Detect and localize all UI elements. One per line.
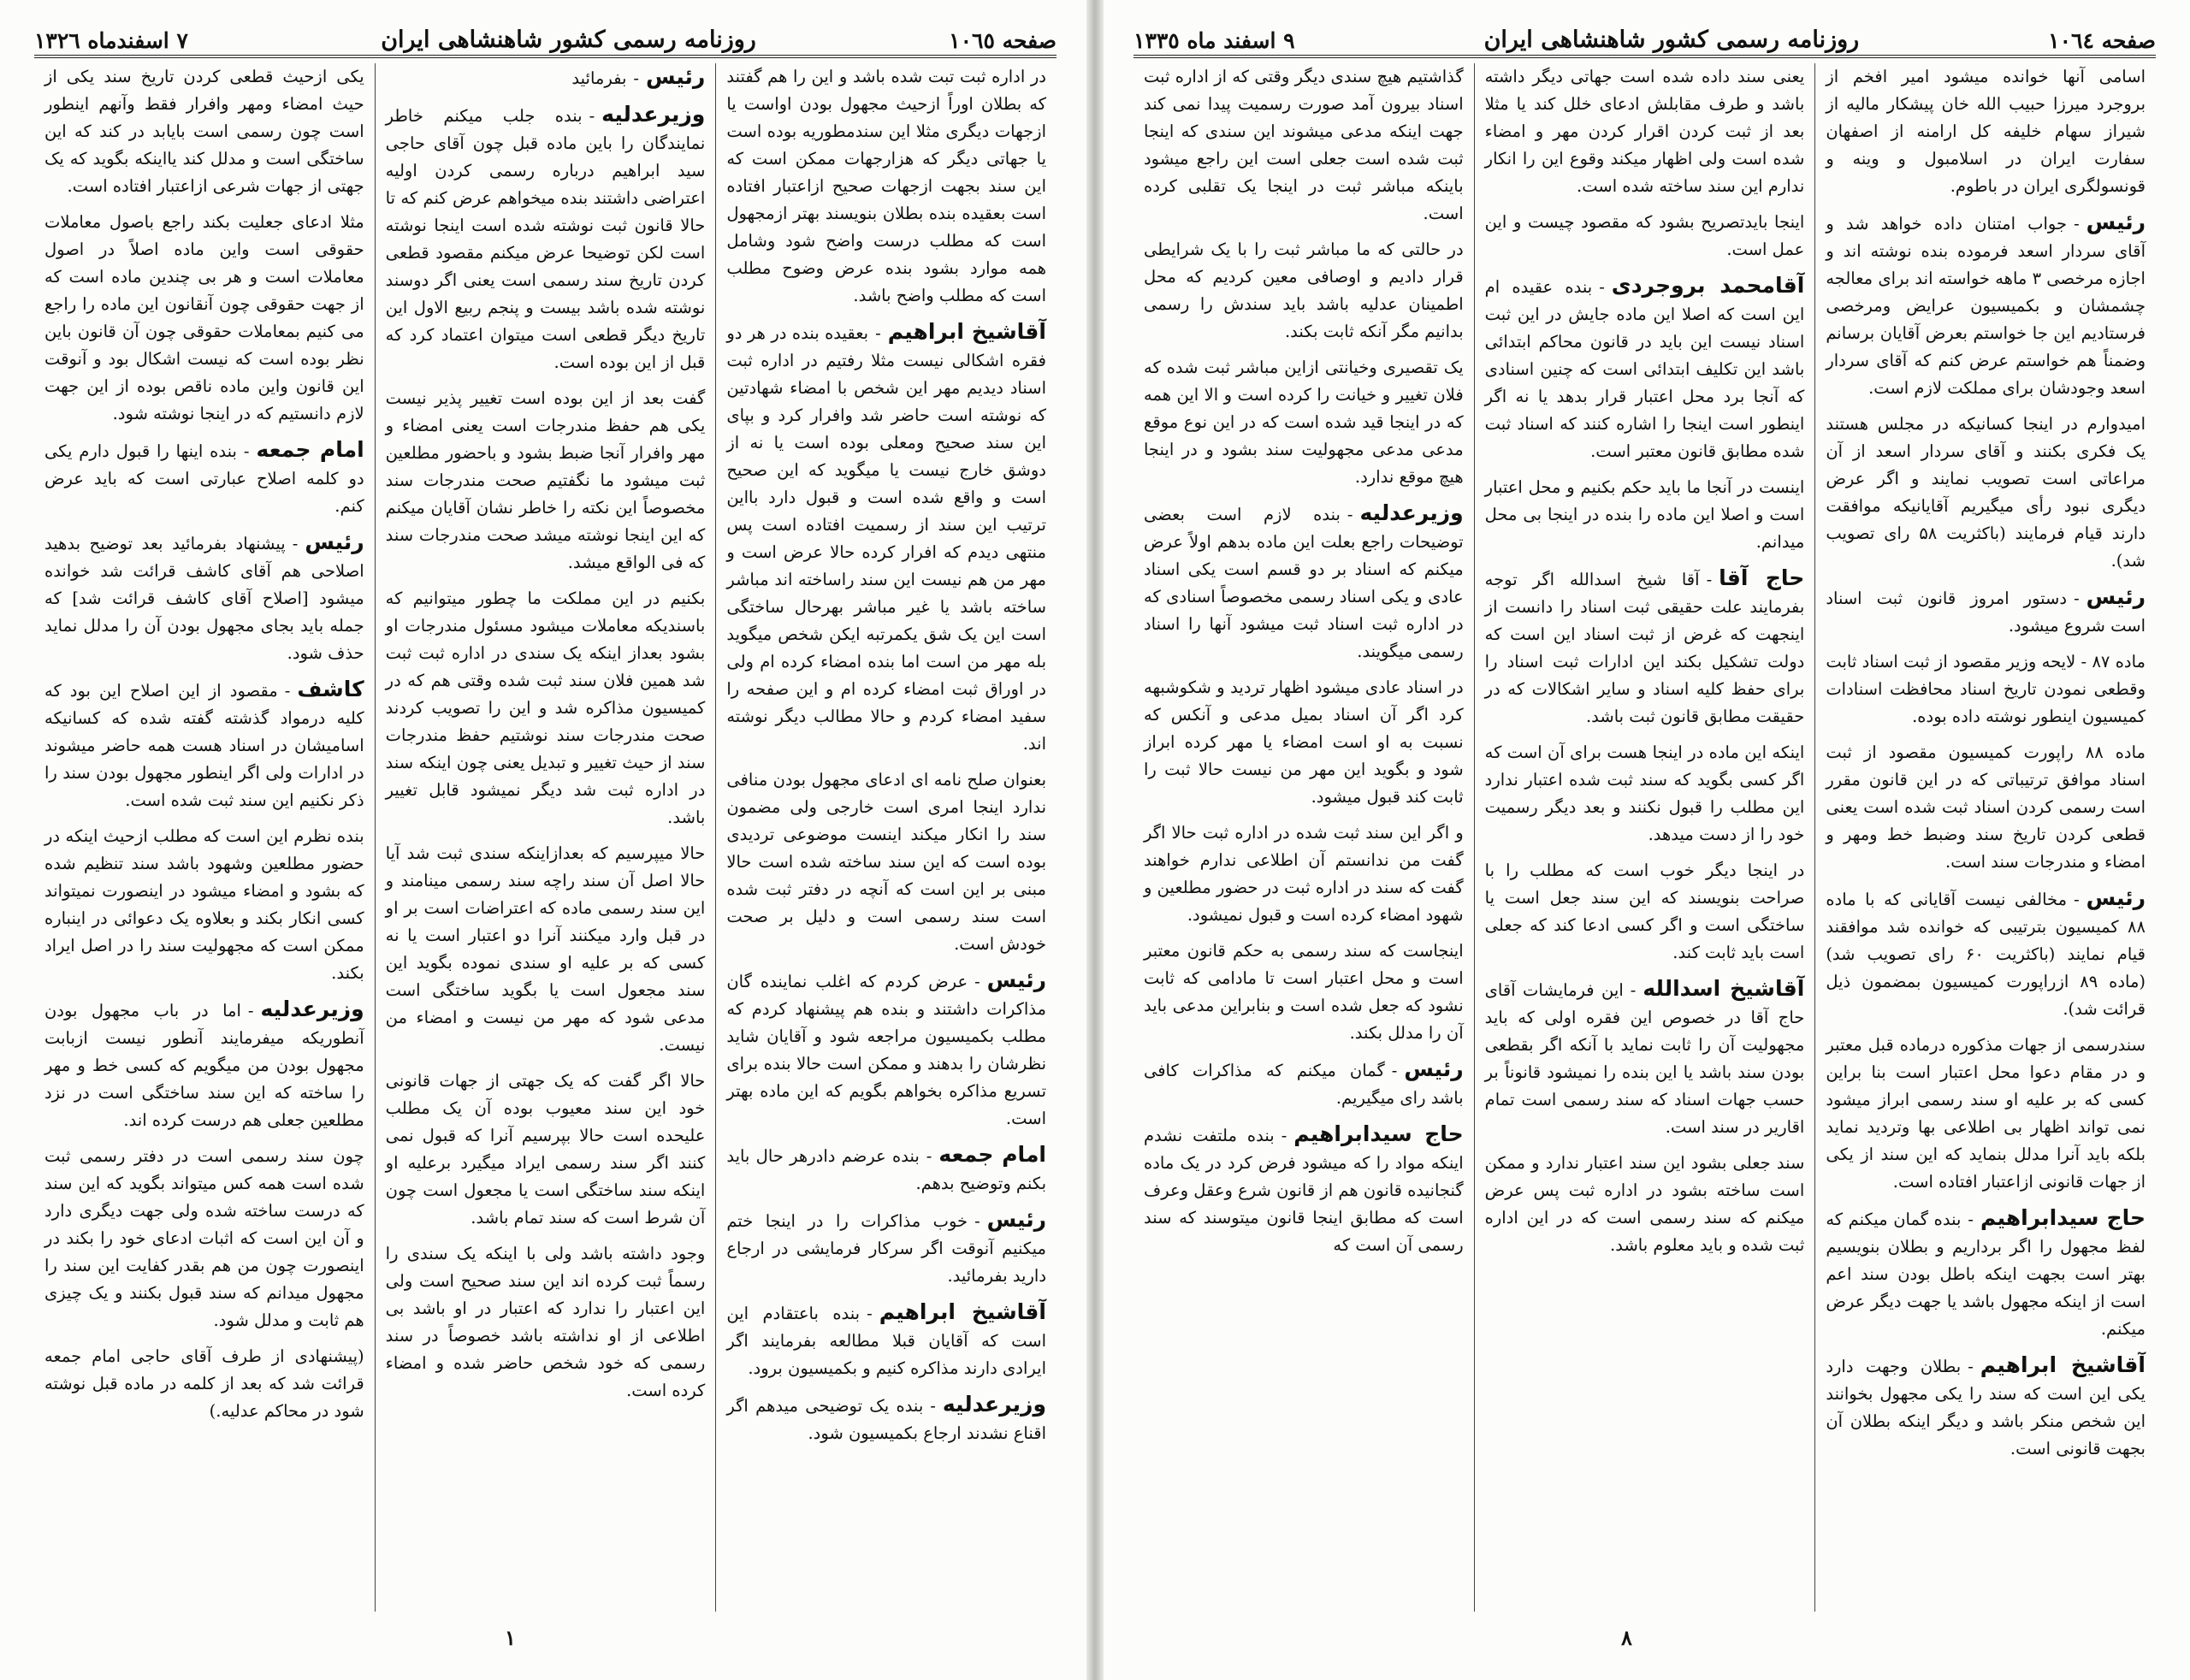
speaker-name: رئیس bbox=[2086, 885, 2146, 910]
paragraph-text: ماده ۸۸ راپورت کمیسیون مقصود از ثبت اسناد موافق ترتیباتی که در این قانون مقرر است رسمی کردن اسناد ثبت شده است یعنی قطعی کردن تاریخ سند وضبط خط ومهر و امضاء و مندرجات سند است. bbox=[1826, 742, 2146, 872]
paragraph bbox=[726, 1141, 1046, 1198]
paragraph-text: در اسناد عادی میشود اظهار تردید و شکوشبهه کرد اگر آن اسناد بمیل مدعی و آنکس که نسبت به او است امضاء یا مهر کرده ابراز شود و بگوید این مهر من نیست حالا ثبت را ثابت کند قبول میشود. bbox=[1143, 677, 1464, 807]
speaker-dash: - bbox=[875, 323, 881, 343]
paragraph bbox=[1144, 236, 1464, 346]
speaker-name: وزیرعدلیه bbox=[942, 1392, 1046, 1417]
paragraph-text: بنده باعتقادم این است که آقایان قبلا مطالعه بفرمایند اگر ایرادی دارند مذاکره کنیم و بکمیسیون برود. bbox=[726, 1304, 1046, 1378]
paragraph-text: مخالفی نیست آقایانی که با ماده ۸۸ کمیسیون بترتیبی که خوانده شد موافقند قیام نمایند (باکثریت ۶٠ رای تصویب شد) (ماده ٨٩ ازراپورت کمیسیون بمضمون ذیل قرائت شد). bbox=[1826, 890, 2146, 1019]
page-columns bbox=[1133, 63, 2156, 1612]
paragraph-text: اسامی آنها خوانده میشود امیر افخم از بروجرد میرزا حبیب الله خان پیشکار مالیه از شیراز سهام خلیفه کل ارامنه از اصفهان سفارت ایران در اسلامبول و وینه و قونسولگری ایران در باطوم. bbox=[1826, 67, 2146, 196]
paragraph-text: یعنی سند داده شده است جهاتی دیگر داشته باشد و طرف مقابلش ادعای خلل کند یا مثلا بعد از ثبت کردن اقرار کردن مهر و امضاء شده است ولی اظهار میکند وقوع این را انکار ندارم این سند ساخته شده است. bbox=[1484, 67, 1805, 196]
paragraph bbox=[1826, 1032, 2146, 1196]
paragraph bbox=[1826, 583, 2146, 640]
header-rule bbox=[34, 55, 1057, 58]
paragraph bbox=[1485, 209, 1805, 263]
paragraph-text: گفت بعد از این بوده است تغییر پذیر نیست یکی هم حفظ مندرجات است یعنی امضاء و مهر وافرار آنجا ضبط بشود و باحضور مطلعین ثبت میشود ما نگفتیم صحت مندرجات سند مخصوصاً این نکته را خاطر نشان آقایان میکنم که این اینجا نوشته میشد صحت مندرجات سند که فی الواقع میشد. bbox=[385, 388, 706, 572]
paragraph-text: بطلان وجهت دارد یکی این است که سند را یکی مجهول بخوانند این شخص منکر باشد و دیگر اینکه بطلان آن بجهت قانونی است. bbox=[1826, 1357, 2146, 1458]
paragraph-text: بنده نظرم این است که مطلب ازحیث اینکه در حضور مطلعین وشهود باشد سند تنظیم شده که بشود و امضاء میشود در اینصورت نمیتواند کسی انکار بکند و بعلاوه یک دعوائی در اینباره ممکن است که مجهولیت سند را در اصل ایراد بکند. bbox=[44, 826, 364, 983]
speaker-dash: - bbox=[1968, 1357, 1974, 1376]
speaker-name: رئیس bbox=[986, 1207, 1046, 1232]
page-number: ١ bbox=[505, 1625, 516, 1650]
paragraph bbox=[1485, 474, 1805, 556]
paragraph bbox=[386, 585, 706, 831]
paragraph-text: اینکه این ماده در اینجا هست برای آن است که اگر کسی بگوید که سند ثبت شده اعتبار ندارد این مطلب را قبول نکنند و بعد دیگر رسمیت خود را از دست میدهد. bbox=[1484, 742, 1805, 844]
paragraph-text: سندرسمی از جهات مذکوره درماده قبل معتبر و در مقام دعوا محل اعتبار است بنا براین کسی که بر علیه او سند رسمی ابراز میشود نمی تواند اظهار بی اطلاعی بها وتردید نماید بلکه باید آنرا مدلل بنماید که این سند از یکی از جهات قانونی ازاعتبار افتاده است. bbox=[1826, 1035, 2146, 1192]
speaker-dash: - bbox=[867, 1304, 873, 1323]
header-page-label: صفحه ١٠٦٤ bbox=[2048, 28, 2156, 53]
speaker-dash: - bbox=[284, 681, 291, 701]
paragraph bbox=[726, 1391, 1046, 1447]
paragraph-text: در اداره ثبت تبت شده باشد و این را هم گفتند که بطلان اوراً ازحیث مجهول بودن اواست یا ازجهات دیگری مثلا این سندمطوریه بوده است یا جهاتی دیگر که هزارجهات ممکن است که این سند بجهت ازجهات صحیح ازاعتبار افتاده است بعقیده بنده بطلان بنویسند بهتر ازمجهول است که مطلب درست واضح شود وشامل همه موارد بشود بنده عرض وضوح مطلب است که مطلب واضح باشد. bbox=[726, 67, 1046, 305]
paragraph-text: بنده عرضم دادرهر حال باید بکنم وتوضیح بدهم. bbox=[726, 1146, 1046, 1193]
speaker-name: آقامحمد بروجردی bbox=[1611, 273, 1805, 298]
page-left bbox=[0, 0, 1091, 1680]
speaker-name: آقاشیخ ابراهیم bbox=[887, 319, 1046, 344]
paragraph bbox=[1826, 411, 2146, 575]
paragraph bbox=[1485, 565, 1805, 731]
speaker-dash: - bbox=[247, 1001, 254, 1020]
paragraph bbox=[44, 823, 364, 987]
paragraph-text: بنده عقیده ام این است که اصلا این ماده جایش در این ثبت اسناد نیست این باید در قانون محاکم ابتدائی باشد این تکلیف ابتدائی است که چنین اسنادی که آنجا برد محل اعتبار قرار بدهد یا نه اگر اینطور است اینجا را اشاره کنند که اسناد ثبت شده مطابق قانون معتبر است. bbox=[1484, 277, 1805, 461]
paragraph-text: خوب مذاکرات را در اینجا ختم میکنیم آنوقت اگر سرکار فرمایشی در ارجاع دارید بفرمائید. bbox=[726, 1211, 1046, 1286]
paragraph bbox=[726, 967, 1046, 1133]
paragraph bbox=[44, 1143, 364, 1334]
speaker-dash: - bbox=[1706, 570, 1713, 589]
paragraph bbox=[386, 101, 706, 376]
paragraph bbox=[1485, 857, 1805, 967]
speaker-dash: - bbox=[1968, 1210, 1974, 1229]
speaker-dash: - bbox=[243, 441, 250, 461]
paragraph bbox=[1144, 674, 1464, 811]
paragraph bbox=[1485, 63, 1805, 200]
page-header bbox=[34, 5, 1057, 53]
speaker-name: حاج سیدابراهیم bbox=[1980, 1205, 2146, 1230]
text-column bbox=[376, 63, 717, 1612]
paragraph-text: وجود داشته باشد ولی با اینکه یک سندی را رسماً ثبت کرده اند این سند صحیح است ولی این اعتبار را ندارد که اعتبار در او باشد بی اطلاعی از او نداشته باشد خصوصاً در سند رسمی که خود شخص حاضر شده و امضاء کرده است. bbox=[385, 1244, 706, 1400]
paragraph bbox=[44, 1343, 364, 1425]
paragraph bbox=[726, 1206, 1046, 1290]
paragraph-text: دستور امروز قانون ثبت اسناد است شروع میشود. bbox=[1826, 589, 2146, 636]
paragraph bbox=[1826, 209, 2146, 402]
paragraph-text: در حالتی که ما مباشر ثبت را با یک شرایطی قرار دادیم و اوصافی معین کردیم که محل اطمینان عدلیه باشد باید سندش را رسمی بدانیم مگر آنکه ثابت بکند. bbox=[1143, 240, 1464, 341]
paragraph bbox=[44, 676, 364, 814]
paragraph bbox=[1826, 1204, 2146, 1343]
paragraph bbox=[1144, 819, 1464, 929]
paragraph bbox=[726, 766, 1046, 958]
paragraph bbox=[1485, 975, 1805, 1141]
paragraph-text: بفرمائید bbox=[571, 68, 627, 88]
page-number: ٨ bbox=[1621, 1625, 1632, 1650]
header-rule bbox=[1133, 55, 2156, 58]
paragraph-text: بعنوان صلح نامه ای ادعای مجهول بودن منافی ندارد اینجا امری است خارجی ولی مضمون سند را انکار میکند اینست موضوعی تردیدی بوده است که این سند ساخته شده است حالا مبنی بر این است که آنچه در دفتر ثبت شده است سند رسمی است و دلیل بر صحت خودش است. bbox=[726, 770, 1046, 954]
speaker-name: حاج سیدابراهیم bbox=[1293, 1121, 1464, 1146]
paragraph-text: بکنیم در این مملکت ما چطور میتوانیم که باسندیکه معاملات میشود مسئول مندرجات او بشود بعداز اینکه یک سندی در اداره ثبت ثبت شد همین فلان سند ثبت شده وقتی هم که در کمیسیون مذاکره شد و این را تصویب کردند صحت مندرجات سند نوشتیم حفظ مندرجات سند از حیث تغییر و تبدیل یعنی چون اینکه سند در اداره ثبت شد دیگر نمیشود قابل تغییر باشد. bbox=[385, 589, 706, 827]
header-title: روزنامه رسمی کشور شاهنشاهی ایران bbox=[1483, 27, 1860, 53]
speaker-dash: - bbox=[2074, 890, 2080, 909]
page-right bbox=[1099, 0, 2190, 1680]
paragraph bbox=[726, 63, 1046, 310]
speaker-name: آقاشیخ ابراهیم bbox=[1980, 1352, 2146, 1377]
speaker-dash: - bbox=[2074, 589, 2080, 608]
paragraph bbox=[1144, 63, 1464, 228]
paragraph bbox=[386, 63, 706, 92]
speaker-dash: - bbox=[930, 1396, 936, 1416]
speaker-name: رئیس bbox=[305, 529, 364, 554]
speaker-dash: - bbox=[926, 1146, 932, 1166]
paragraph bbox=[1144, 1121, 1464, 1259]
speaker-name: امام جمعه bbox=[938, 1142, 1046, 1167]
paragraph-text: حالا میپرسیم که بعدازاینکه سندی ثبت شد آیا حالا اصل آن سند راچه سند رسمی مینامند و این سند رسمی ماده که اعتراضات است بر او در قبل وارد میکنند آنرا دو اعتبار است یا نه کسی که بر علیه او سندی نموده بگوید این سند مجعول است یا بگوید ساختگی است مدعی شود که مهر من نیست و امضاء من نیست. bbox=[385, 843, 706, 1055]
speaker-dash: - bbox=[2074, 214, 2080, 234]
paragraph bbox=[726, 318, 1046, 758]
paragraph-text: جواب امتنان داده خواهد شد و آقای سردار اسعد فرموده بنده نوشته اند و اجازه مرخصی ٣ ماهه خواسته اند برای معالجه چشمشان و بکمیسیون عرایض ومرخصی فرستادیم این جا خواستم بعرض آقایان برسانم وضمناً هم خواستم عرض کنم که آقای سردار اسعد وجودشان برای مملکت لازم است. bbox=[1826, 214, 2146, 398]
paragraph-text: در اینجا دیگر خوب است که مطلب را با صراحت بنویسند که این سند جعل است یا ساختگی است و اگر کسی ادعا کند که جعلی است باید ثابت کند. bbox=[1484, 861, 1805, 962]
paragraph bbox=[1144, 1056, 1464, 1112]
text-column bbox=[716, 63, 1057, 1612]
paragraph bbox=[1144, 500, 1464, 665]
paragraph bbox=[386, 1240, 706, 1405]
paragraph-text: اینجاست که سند رسمی به حکم قانون معتبر است و محل اعتبار است تا مادامی که ثابت نشود که جعل شده است و بنابراین مدعی باید آن را مدلل بکند. bbox=[1143, 941, 1464, 1043]
speaker-name: رئیس bbox=[1404, 1056, 1464, 1081]
paragraph-text: و اگر این سند ثبت شده در اداره ثبت حالا اگر گفت من ندانستم آن اطلاعی ندارم خواهند گفت که سند در اداره ثبت در حضور مطلعین و شهود امضاء کرده است و قبول نمیشود. bbox=[1143, 823, 1464, 925]
speaker-dash: - bbox=[974, 972, 980, 991]
paragraph-text: اما در باب مجهول بودن آنطوریکه میفرمایند آنطور نیست ازبابت مجهول بودن من میگویم که کسی خط و مهر را ساخته که این سند ساختگی است در نزد مطلعین جعلی هم درست کرده اند. bbox=[44, 1001, 364, 1130]
page-columns bbox=[34, 63, 1057, 1612]
paragraph-text: بنده گمان میکنم که لفظ مجهول را اگر برداریم و بطلان بنویسیم بهتر است بجهت اینکه باطل بودن سند اعم است از اینکه مجهول باشد یا جهت دیگر عرض میکنم. bbox=[1826, 1210, 2146, 1339]
text-column bbox=[34, 63, 376, 1612]
paragraph bbox=[44, 436, 364, 520]
paragraph bbox=[1826, 1352, 2146, 1463]
paragraph-text: آقا شیخ اسدالله اگر توجه بفرمایند علت حقیقی ثبت اسناد را دانست از اینجهت که غرض از ثبت اسناد این است که دولت تشکیل بکند این ادارات ثبت اسناد را برای حفظ کلیه اسناد و سایر اشکالات که در حقیقت مطابق قانون ثبت باشد. bbox=[1484, 570, 1805, 726]
speaker-dash: - bbox=[1599, 277, 1605, 297]
paragraph-text: چون سند رسمی است در دفتر رسمی ثبت شده است همه کس میتواند بگوید که این سند که درست ساخته شده ولی جهت دیگری دارد و آن این است که اثبات ادعای خود را بکند در اینصورت چون من هم بقدر کفایت این سند را مجهول میدانم که سند قبول بکنند و یک چیزی هم ثابت و مدلل شود. bbox=[44, 1146, 364, 1330]
paragraph-text: یکی ازحیث قطعی کردن تاریخ سند یکی از حیث امضاء ومهر وافرار فقط وآنهم اینطور است چون رسمی است بایابد در کند که این ساختگی است و مدلل کند یااینکه بگوید که یک جهتی از جهات شرعی ازاعتبار افتاده است. bbox=[44, 67, 364, 196]
speaker-name: رئیس bbox=[986, 967, 1046, 992]
paragraph bbox=[44, 209, 364, 428]
speaker-name: رئیس bbox=[2086, 584, 2146, 609]
paragraph-text: بنده لازم است بعضی توضیحات راجع بعلت این ماده بدهم اولاً عرض میکنم که اسناد بر دو قسم است یکی اسناد عادی و یکی اسناد رسمی مخصوصاً اسنادی که در اداره ثبت اسناد ثبت میشود آنها را اسناد رسمی میگویند. bbox=[1143, 505, 1464, 661]
speaker-dash: - bbox=[974, 1211, 980, 1231]
paragraph bbox=[1485, 739, 1805, 849]
paragraph-text: (پیشنهادی از طرف آقای حاجی امام جمعه قرائت شد که بعد از کلمه در ماده قبل نوشته شود در محاکم عدلیه.) bbox=[44, 1346, 364, 1421]
speaker-name: وزیرعدلیه bbox=[260, 997, 364, 1021]
paragraph-text: مقصود از این اصلاح این بود که کلیه درمواد گذشته گفته شده که کسانیکه اسامیشان در اسناد هست همه حاضر میشوند در ادارات ولی اگر اینطور مجهول بودن سند را ذکر نکنیم این سند ثبت شده است. bbox=[44, 681, 364, 810]
speaker-dash: - bbox=[292, 534, 299, 553]
paragraph-text: حالا اگر گفت که یک جهتی از جهات قانونی خود این سند معیوب بوده آن یک مطلب علیحده است حالا بپرسیم آنرا که قبول نمی کنند اگر سند رسمی ایراد میگیرد برعلیه او اینکه سند ساختگی است یا مجعول است چون آن شرط است که سند تمام باشد. bbox=[385, 1071, 706, 1227]
header-date: ٩ اسفند ماه ١٣٣٥ bbox=[1133, 28, 1295, 53]
speaker-name: امام جمعه bbox=[256, 437, 364, 462]
paragraph-text: مثلا ادعای جعلیت بکند راجع باصول معاملات حقوقی است واین ماده اصلاً در اصول معاملات است و هر بی چندین ماده است که از جهت حقوقی چون آنقانون این ماده را راجع می کنیم بمعاملات حقوقی چون آن قانون باین نظر بوده است که نیست اشکال بود و آنوقت این قانون واین ماده ناقص بوده از این جهت لازم دانستیم که در اینجا نوشته شود. bbox=[44, 212, 364, 423]
speaker-name: آقاشیخ اسدالله bbox=[1642, 976, 1805, 1001]
paragraph-text: اینست در آنجا ما باید حکم بکنیم و محل اعتبار است و اصلا این ماده را بنده در اینجا بی محل میدانم. bbox=[1484, 477, 1805, 552]
paragraph bbox=[1826, 739, 2146, 876]
paragraph bbox=[1485, 1150, 1805, 1259]
paragraph bbox=[1826, 63, 2146, 200]
speaker-name: رئیس bbox=[2086, 210, 2146, 234]
speaker-name: آقاشیخ ابراهیم bbox=[879, 1299, 1046, 1324]
paragraph-text: پیشنهاد بفرمائید بعد توضیح بدهید اصلاحی هم آقای کاشف قرائت شد خوانده میشود [اصلاح آقای کاشف قرائت شد] که جمله باید بجای مجهول بودن آن را مدلل نماید حذف شود. bbox=[44, 534, 364, 663]
speaker-dash: - bbox=[589, 106, 595, 126]
paragraph bbox=[386, 840, 706, 1059]
speaker-dash: - bbox=[633, 68, 639, 88]
paragraph-text: سند جعلی بشود این سند اعتبار ندارد و ممکن است ساخته بشود در اداره ثبت پس عرض میکنم که سند رسمی است که در این اداره ثبت شده و باید معلوم باشد. bbox=[1484, 1153, 1805, 1255]
paragraph bbox=[1826, 648, 2146, 731]
speaker-dash: - bbox=[1630, 980, 1637, 1000]
paragraph-text: عرض کردم که اغلب نماینده گان مذاکرات داشتند و بنده هم پیشنهاد کردم که مطلب بکمیسیون مراجعه شود و آقایان شاید نظرشان را بدهند و ممکن است حالا بنده برای تسریع مذاکره بخواهم بگویم که این ماده بهتر است. bbox=[726, 972, 1046, 1128]
speaker-name: حاج آقا bbox=[1719, 565, 1805, 590]
paragraph bbox=[386, 385, 706, 577]
paragraph bbox=[726, 1298, 1046, 1382]
header-title: روزنامه رسمی کشور شاهنشاهی ایران bbox=[381, 27, 756, 53]
paragraph-text: بنده یک توضیحی میدهم اگر اقناع نشدند ارجاع بکمیسیون شود. bbox=[726, 1396, 1046, 1443]
speaker-name: کاشف bbox=[297, 677, 364, 701]
text-column bbox=[1133, 63, 1475, 1612]
paragraph bbox=[1485, 272, 1805, 465]
paragraph-text: بنده ملتفت نشدم اینکه مواد را که میشود فرض کرد در یک ماده گنجانیده قانون هم از قانون شرع وعقل وعرف است که مطابق اینجا قانون میتوسند که سند رسمی آن است که bbox=[1143, 1126, 1464, 1255]
text-column bbox=[1475, 63, 1816, 1612]
paragraph bbox=[1826, 884, 2146, 1023]
paragraph-text: ماده ۸٧ - لایحه وزیر مقصود از ثبت اسناد ثابت وقطعی نمودن تاریخ اسناد محافظت اسنادات کمیسیون اینطور نوشته داده بوده. bbox=[1826, 652, 2146, 726]
speaker-dash: - bbox=[1391, 1061, 1398, 1080]
speaker-dash: - bbox=[1281, 1126, 1287, 1145]
paragraph bbox=[1144, 354, 1464, 491]
paragraph-text: بعقیده بنده در هر دو فقره اشکالی نیست مثلا رفتیم در اداره ثبت اسناد دیدیم مهر این شخص با امضاء شهادتین که نوشته است حاضر شد وافرار کرد و بپای این سند صحیح ومعلی بوده است یا نه از دوشق خارج نیست یا میگوید که این صحیح است و واقع شده است و قبول دارد بااین ترتیب این سند از رسمیت افتاده است پس منتهی دیدم که افرار کرده حالا عرض است و مهر من هم نیست این سند راساخته اند مباشر ساخته باشد یا غیر مباشر بهرحال ساختگی است این یک شق یکمرتبه ایکن شخص میگوید بله مهر من است اما بنده امضاء کرده ام ولی در اوراق ثبت امضاء کرده ام و این صفحه را سفید امضاء کردم و حالا مطالب دیگر نوشته اند. bbox=[726, 323, 1046, 754]
speaker-name: رئیس bbox=[646, 64, 706, 89]
paragraph bbox=[1144, 938, 1464, 1047]
speaker-dash: - bbox=[1347, 505, 1353, 524]
paragraph bbox=[44, 996, 364, 1134]
header-page-label: صفحه ١٠٦٥ bbox=[949, 28, 1057, 53]
paragraph-text: گمان میکنم که مذاکرات کافی باشد رای میگیریم. bbox=[1143, 1061, 1464, 1108]
paragraph-text: گذاشتیم هیچ سندی دیگر وقتی که از اداره ثبت اسناد بیرون آمد صورت رسمیت پیدا نمی کند جهت اینکه مدعی میشوند این سندی که اینجا ثبت شده است جعلی است این راجع میشود باینکه مباشر ثبت در اینجا یک تقلبی کرده است. bbox=[1143, 67, 1464, 223]
speaker-name: وزیرعدلیه bbox=[601, 102, 706, 127]
paragraph-text: یک تقصیری وخیانتی ازاین مباشر ثبت شده که فلان تغییر و خیانت را کرده است و الا این همه که در اینجا قید شده است که در این نوع موقع مدعی مدعی مجهولیت سند بشود و در اینجا هیچ موقع ندارد. bbox=[1143, 358, 1464, 487]
text-column bbox=[1815, 63, 2156, 1612]
paragraph-text: بنده اینها را قبول دارم یکی دو کلمه اصلاح عبارتی است که باید عرض کنم. bbox=[44, 441, 364, 516]
paragraph-text: این فرمایشات آقای حاج آقا در خصوص این فقره اولی که باید مجهولیت آن را ثابت نماید با آنکه اگر بقطعی بودن سند باشد یا این بنده را نمیشود قانوناً بر حسب جهات اسناد که سند رسمی است تمام اقاریر در سند است. bbox=[1484, 980, 1805, 1137]
speaker-name: وزیرعدلیه bbox=[1359, 500, 1464, 525]
page-header bbox=[1133, 5, 2156, 53]
paragraph bbox=[44, 63, 364, 200]
paragraph bbox=[386, 1068, 706, 1232]
paragraph-text: اینجا بایدتصریح بشود که مقصود چیست و این عمل است. bbox=[1484, 212, 1805, 259]
paragraph-text: امیدوارم در اینجا کسانیکه در مجلس هستند یک فکری بکنند و آقای سردار اسعد از آن مراعاتی است تصویب نمایند و اگر عرض دیگری نبود رأی میگیریم آقایانیکه موافقت دارند قیام فرمایند (باکثریت ۵۸ رای تصویب شد). bbox=[1826, 414, 2146, 571]
header-date: ٧ اسفندماه ١٣٢٦ bbox=[34, 28, 188, 53]
paragraph bbox=[44, 529, 364, 667]
paragraph-text: بنده جلب میکنم خاطر نمایندگان را باین ماده قبل چون آقای حاجی سید ابراهیم درباره رسمی کردن اولیه اعتراضی داشتند بنده میخواهم عرض کنم که تا حالا قانون ثبت نوشته شده است اینجا نوشته است لکن توضیحا عرض میکنم مقصود قطعی کردن تاریخ سند رسمی است یعنی اگر دوسند نوشته شده باشد بیست و پنجم ربیع الاول این تاریخ دیگر قطعی است میتوان اعتماد کرد که قبل از این بوده است. bbox=[385, 106, 706, 372]
